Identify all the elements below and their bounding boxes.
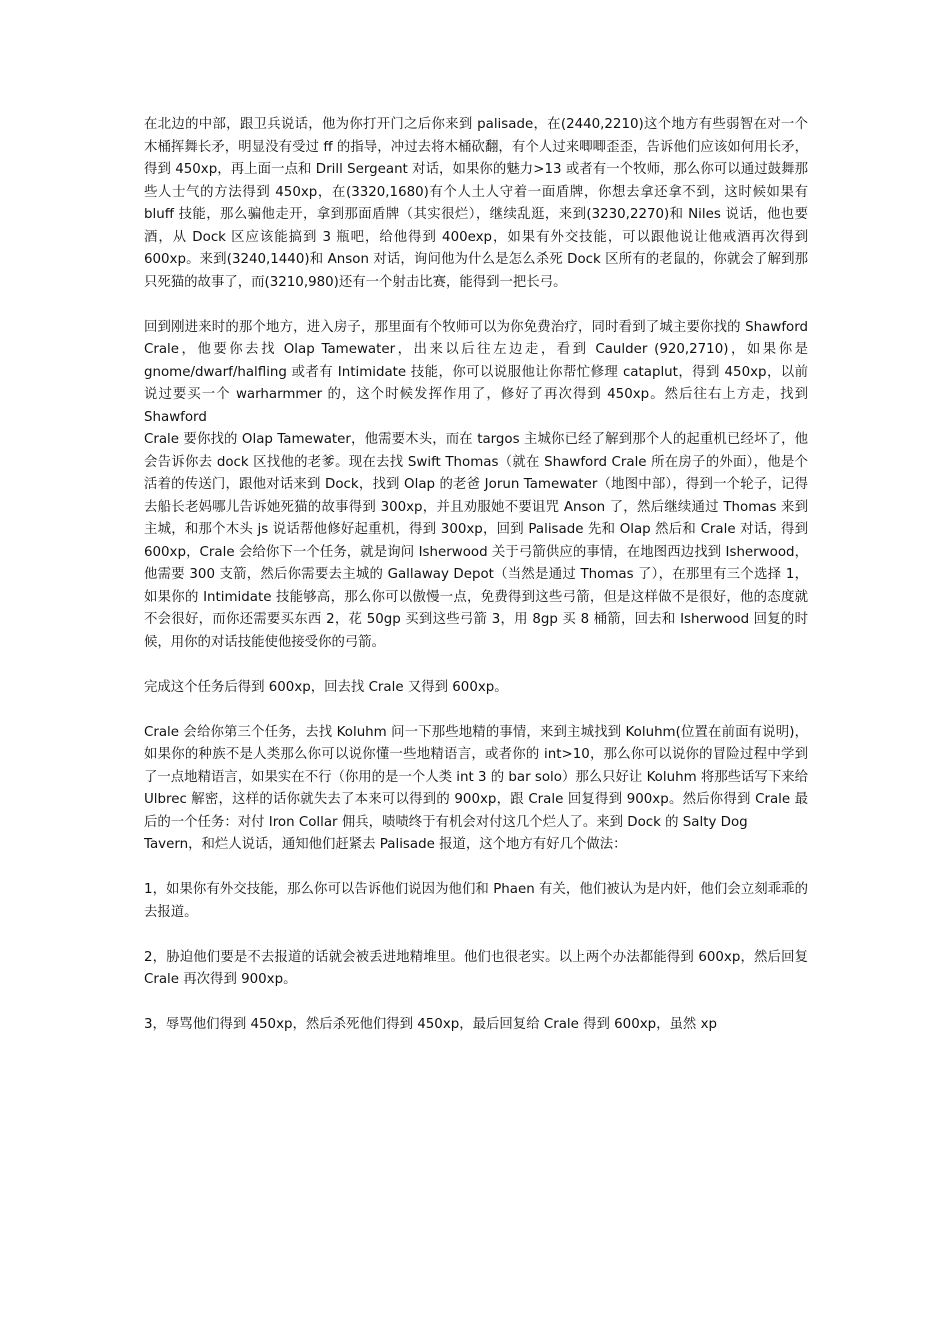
paragraph-option-1: [144, 879, 808, 924]
paragraph-text: Crale 会给你第三个任务，去找 Koluhm 问一下那些地精的事情，来到主城找到 Koluhm(位置在前面有说明)，如果你的种族不是人类那么你可以说你懂一些地精语言，或者你的 int>10，那么你可以说你的冒险过程中学到了一点地精语言，如果实在不行（你用的是一个人类 int 3 的 bar solo）那么只好让 Koluhm 将那些话写下来给 Ulbrec 解密，这样的话你就失去了本来可以得到的 900xp，跟 Crale 回复得到 900xp。然后你得到 Crale 最后的一个任务：对付 Iron Collar 佣兵，啧啧终于有机会对付这几个烂人了。来到 Dock 的 Salty Dog: [144, 724, 808, 830]
paragraph-task-complete: [144, 677, 808, 700]
paragraph-text: 2，胁迫他们要是不去报道的话就会被丢进地精堆里。他们也很老实。以上两个办法都能得到 600xp，然后回复 Crale 再次得到 900xp。: [144, 949, 808, 987]
paragraph-text: Crale 要你找的 Olap Tamewater，他需要木头，而在 targos 主城你已经了解到那个人的起重机已经坏了，他会告诉你去 dock 区找他的老爹。现在去找 Swift Thomas（就在 Shawford Crale 所在房子的外面），他是个活着的传送门，跟他对话来到 Dock，找到 Olap 的老爸 Jorun Tamewater（地图中部），得到一个轮子，记得去船长老妈哪儿告诉她死猫的故事得到 300xp，并且劝服她不要诅咒 Anson 了，然后继续通过 Thomas 来到主城，和那个木头 js 说话帮他修好起重机，得到 300xp，回到 Palisade 先和 Olap 然后和 Crale 对话，得到 600xp，Crale 会给你下一个任务，就是询问 Isherwood 关于弓箭供应的事情，在地图西边找到 Isherwood，他需要 300 支箭，然后你需要去主城的 Gallaway Depot（当然是通过 Thomas 了），在那里有三个选择 1，如果你的 Intimidate 技能够高，那么你可以傲慢一点，免费得到这些弓箭，但是这样做不是很好，他的态度就不会很好，而你还需要买东西 2，花 50gp 买到这些弓箭 3，用 8gp 买 8 桶箭，回去和 Isherwood 回复的时候，用你的对话技能使他接受你的弓箭。: [144, 432, 808, 650]
paragraph-text: 回到刚进来时的那个地方，进入房子，那里面有个牧师可以为你免费治疗，同时看到了城主要你找的 Shawford Crale，他要你去找 Olap Tamewater，出来以后往左边走，看到 Caulder (920,2710)，如果你是 gnome/dwarf/halfling 或者有 Intimidate 技能，你可以说服他让你帮忙修理 cataplut，得到 450xp，以前说过要买一个 warharmmer 的，这个时候发挥作用了，修好了再次得到 450xp。然后往右上方走，找到 Shawford: [144, 319, 808, 425]
paragraph-text: 完成这个任务后得到 600xp，回去找 Crale 又得到 600xp。: [144, 679, 508, 695]
paragraph-text: Tavern，和烂人说话，通知他们赶紧去 Palisade 报道，这个地方有好几个做法：: [144, 837, 627, 852]
paragraph-third-task: [144, 722, 808, 857]
paragraph-shawford-crale-quests: [144, 317, 808, 655]
paragraph-option-2: [144, 947, 808, 992]
document-page: [144, 114, 808, 1059]
paragraph-text: 1，如果你有外交技能，那么你可以告诉他们说因为他们和 Phaen 有关，他们被认为是内奸，他们会立刻乖乖的去报道。: [144, 882, 808, 920]
paragraph-palisade-quests: [144, 114, 808, 294]
paragraph-text: 在北边的中部，跟卫兵说话，他为你打开门之后你来到 palisade，在(2440,2210)这个地方有些弱智在对一个木桶挥舞长矛，明显没有受过 ff 的指导，冲过去将木桶砍翻，有个人过来唧唧歪歪，告诉他们应该如何用长矛，得到 450xp，再上面一点和 Drill Sergeant 对话，如果你的魅力>13 或者有一个牧师，那么你可以通过鼓舞那些人士气的方法得到 450xp，在(3320,1680)有个人土人守着一面盾牌，你想去拿还拿不到，这时候如果有 bluff 技能，那么骗他走开，拿到那面盾牌（其实很烂），继续乱逛，来到(3230,2270)和 Niles 说话，他也要酒，从 Dock 区应该能搞到 3 瓶吧，给他得到 400exp，如果有外交技能，可以跟他说让他戒酒再次得到 600xp。来到(3240,1440)和 Anson 对话，询问他为什么是怎么杀死 Dock 区所有的老鼠的，你就会了解到那只死猫的故事了，而(3210,980)还有一个射击比赛，能得到一把长弓。: [144, 117, 808, 290]
paragraph-text: 3，辱骂他们得到 450xp，然后杀死他们得到 450xp，最后回复给 Crale 得到 600xp，虽然 xp: [144, 1017, 717, 1032]
paragraph-option-3: [144, 1014, 808, 1037]
